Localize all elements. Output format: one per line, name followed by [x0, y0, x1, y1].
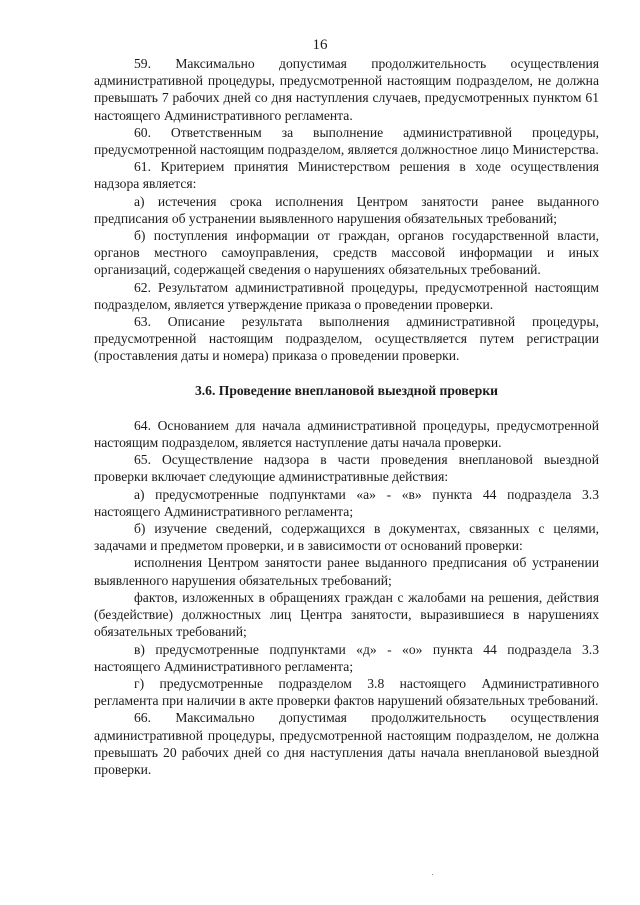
- paragraph-63: 63. Описание результата выполнения административной процедуры, предусмотренной настоящим подразделом, осуществляется путем регистрации (проставления даты и номера) приказа о проведении проверки.: [94, 314, 599, 364]
- paragraph-64: 64. Основанием для начала административной процедуры, предусмотренной настоящим подразделом, является наступление даты начала проверки.: [94, 417, 599, 451]
- paragraph-65-g: г) предусмотренные подразделом 3.8 настоящего Административного регламента при наличии в акте проверки фактов нарушений обязательных требований.: [94, 675, 599, 709]
- paragraph-65: 65. Осуществление надзора в части проведения внеплановой выездной проверки включает следующие административные действия:: [94, 452, 599, 485]
- paragraph-65-a: а) предусмотренные подпунктами «а» - «в» пункта 44 подраздела 3.3 настоящего Административного регламента;: [94, 486, 599, 519]
- paragraph-65-b: б) изучение сведений, содержащихся в документах, связанных с целями, задачами и предметом проверки, и в зависимости от оснований проверки:: [94, 521, 599, 554]
- paragraph-61-a: а) истечения срока исполнения Центром занятости ранее выданного предписания об устранении выявленного нарушения обязательных требований;: [94, 193, 599, 226]
- paragraph-60: 60. Ответственным за выполнение административной процедуры, предусмотренной настоящим подразделом, является должностное лицо Министерства.: [94, 124, 599, 158]
- scan-speck: [432, 874, 433, 875]
- paragraph-66: 66. Максимально допустимая продолжительность осуществления административной процедуры, предусмотренной настоящим подразделом, не должна превышать 20 рабочих дней со дня наступления даты начала внеплановой выездной проверки.: [94, 710, 599, 777]
- paragraph-65-b-item-1: исполнения Центром занятости ранее выданного предписания об устранении выявленного нарушения обязательных требований;: [94, 555, 599, 588]
- paragraph-59: 59. Максимально допустимая продолжительность осуществления административной процедуры, предусмотренной настоящим подразделом, не должна превышать 7 рабочих дней со дня наступления случаев, предусмотренных пунктом 61 настоящего Административного регламента.: [94, 56, 599, 123]
- paragraph-65-b-item-2: фактов, изложенных в обращениях граждан с жалобами на решения, действия (бездействие) должностных лиц Центра занятости, выразившиеся в нарушениях обязательных требований;: [94, 589, 599, 640]
- paragraph-65-v: в) предусмотренные подпунктами «д» - «о» пункта 44 подраздела 3.3 настоящего Административного регламента;: [94, 641, 599, 674]
- paragraph-61-b: б) поступления информации от граждан, органов государственной власти, органов местного самоуправления, средств массовой информации и иных организаций, содержащей сведения о нарушениях обязательных требований.: [94, 228, 599, 278]
- section-heading: 3.6. Проведение внеплановой выездной проверки: [194, 382, 498, 398]
- page-number: 16: [312, 37, 328, 53]
- paragraph-61: 61. Критерием принятия Министерством решения в ходе осуществления надзора является:: [94, 159, 599, 192]
- document-body: [94, 55, 599, 778]
- paragraph-62: 62. Результатом административной процедуры, предусмотренной настоящим подразделом, является утверждение приказа о проведении проверки.: [94, 279, 599, 312]
